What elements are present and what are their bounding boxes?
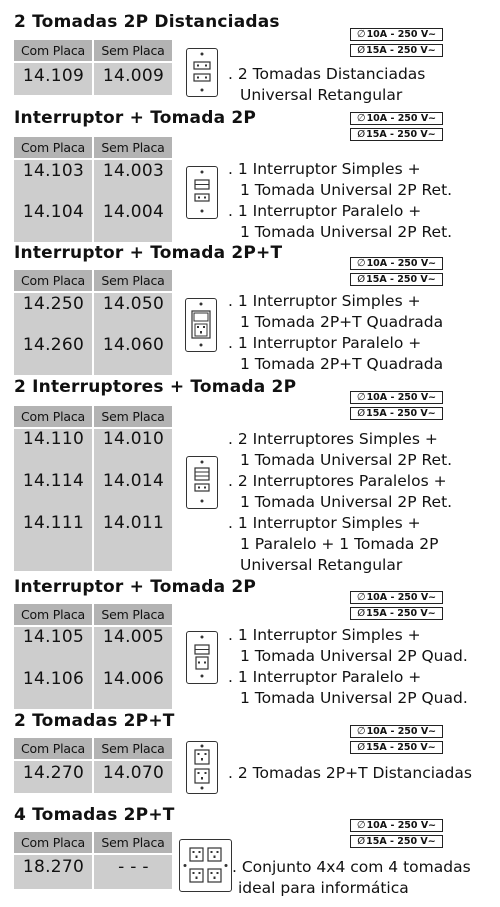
code-com-placa: 14.106 xyxy=(22,669,85,689)
section-description: . 1 Interruptor Simples + 1 Tomada Universal 2P Quad. . 1 Interruptor Paralelo + 1 Tomada Universal 2P Quad. xyxy=(228,626,468,707)
rating-10a: ∅ 10A - 250 V~ xyxy=(350,28,443,41)
code-sem-placa: 14.009 xyxy=(102,66,165,86)
section-title: Interruptor + Tomada 2P+T xyxy=(14,243,283,263)
section-title: 4 Tomadas 2P+T xyxy=(14,805,175,825)
code-table xyxy=(14,604,174,709)
code-table xyxy=(14,738,174,793)
rating-10a: ∅ 10A - 250 V~ xyxy=(350,257,443,270)
header-sem-placa: Sem Placa xyxy=(94,406,172,427)
section-title: Interruptor + Tomada 2P xyxy=(14,108,257,128)
code-com-placa: 14.260 xyxy=(22,335,85,355)
code-com-placa: 14.111 xyxy=(22,513,85,533)
header-com-placa: Com Placa xyxy=(14,270,92,291)
double-outlet-2pt-plate-icon xyxy=(186,741,218,794)
code-com-placa: 14.104 xyxy=(22,202,85,222)
rating-10a: ∅ 10A - 250 V~ xyxy=(350,591,443,604)
header-com-placa: Com Placa xyxy=(14,137,92,158)
code-sem-placa: 14.070 xyxy=(102,763,165,783)
rating-10a: ∅ 10A - 250 V~ xyxy=(350,391,443,404)
section-description: . 2 Tomadas 2P+T Distanciadas xyxy=(228,764,472,782)
header-com-placa: Com Placa xyxy=(14,604,92,625)
code-table xyxy=(14,40,174,95)
ratings-box xyxy=(350,28,443,60)
ratings-box xyxy=(350,819,443,851)
outlet-plate-icon xyxy=(186,48,218,97)
code-com-placa: 14.110 xyxy=(22,429,85,449)
rating-15a: Ø 15A - 250 V~ xyxy=(350,273,443,286)
code-sem-placa: 14.014 xyxy=(102,471,165,491)
code-com-placa: 18.270 xyxy=(22,857,85,877)
section-description: . 1 Interruptor Simples + 1 Tomada Universal 2P Ret. . 1 Interruptor Paralelo + 1 Tomada Universal 2P Ret. xyxy=(228,160,453,241)
code-sem-placa: 14.060 xyxy=(102,335,165,355)
code-table xyxy=(14,270,174,375)
header-com-placa: Com Placa xyxy=(14,406,92,427)
rating-10a: ∅ 10A - 250 V~ xyxy=(350,112,443,125)
section-title: 2 Tomadas 2P Distanciadas xyxy=(14,12,280,32)
rating-15a: Ø 15A - 250 V~ xyxy=(350,607,443,620)
header-sem-placa: Sem Placa xyxy=(94,137,172,158)
header-com-placa: Com Placa xyxy=(14,738,92,759)
code-com-placa: 14.270 xyxy=(22,763,85,783)
code-sem-placa: 14.006 xyxy=(102,669,165,689)
code-table xyxy=(14,832,174,889)
code-sem-placa: 14.050 xyxy=(102,294,165,314)
header-sem-placa: Sem Placa xyxy=(94,738,172,759)
header-com-placa: Com Placa xyxy=(14,832,92,853)
rating-15a: Ø 15A - 250 V~ xyxy=(350,44,443,57)
header-sem-placa: Sem Placa xyxy=(94,604,172,625)
section-description: . 1 Interruptor Simples + 1 Tomada 2P+T Quadrada . 1 Interruptor Paralelo + 1 Tomada 2P+T Quadrada xyxy=(228,292,444,373)
switch-outlet-quad-plate-icon xyxy=(186,631,218,684)
section-description: . 2 Tomadas Distanciadas Universal Retangular xyxy=(228,65,426,104)
section-description: . 2 Interruptores Simples + 1 Tomada Universal 2P Ret. . 2 Interruptores Paralelos + 1 Tomada Universal 2P Ret. . 1 Interruptor Simples + 1 Paralelo + 1 Tomada 2P Universal Retangular xyxy=(228,430,453,574)
ratings-box xyxy=(350,257,443,289)
section-title: 2 Interruptores + Tomada 2P xyxy=(14,377,297,397)
rating-10a: ∅ 10A - 250 V~ xyxy=(350,819,443,832)
rating-15a: Ø 15A - 250 V~ xyxy=(350,835,443,848)
header-com-placa: Com Placa xyxy=(14,40,92,61)
header-sem-placa: Sem Placa xyxy=(94,40,172,61)
code-sem-placa: 14.003 xyxy=(102,161,165,181)
code-com-placa: 14.105 xyxy=(22,627,85,647)
header-sem-placa: Sem Placa xyxy=(94,832,172,853)
header-sem-placa: Sem Placa xyxy=(94,270,172,291)
section-description: . Conjunto 4x4 com 4 tomadas ideal para informática xyxy=(232,858,471,897)
switch-outlet-2pt-plate-icon xyxy=(185,298,217,352)
ratings-box xyxy=(350,725,443,757)
code-table xyxy=(14,137,174,242)
code-sem-placa: 14.011 xyxy=(102,513,165,533)
section-title: Interruptor + Tomada 2P xyxy=(14,577,257,597)
code-table xyxy=(14,406,174,571)
ratings-box xyxy=(350,391,443,423)
rating-10a: ∅ 10A - 250 V~ xyxy=(350,725,443,738)
rating-15a: Ø 15A - 250 V~ xyxy=(350,128,443,141)
ratings-box xyxy=(350,591,443,623)
code-com-placa: 14.109 xyxy=(22,66,85,86)
code-sem-placa: 14.010 xyxy=(102,429,165,449)
section-title: 2 Tomadas 2P+T xyxy=(14,711,175,731)
rating-15a: Ø 15A - 250 V~ xyxy=(350,407,443,420)
code-com-placa: 14.103 xyxy=(22,161,85,181)
code-sem-placa: 14.005 xyxy=(102,627,165,647)
quad-outlet-4x4-plate-icon xyxy=(179,839,232,892)
ratings-box xyxy=(350,112,443,144)
code-sem-placa: 14.004 xyxy=(102,202,165,222)
code-com-placa: 14.250 xyxy=(22,294,85,314)
code-com-placa: 14.114 xyxy=(22,471,85,491)
double-switch-outlet-plate-icon xyxy=(186,456,218,509)
code-sem-placa: - - - xyxy=(118,857,149,877)
switch-outlet-plate-icon xyxy=(186,166,218,219)
rating-15a: Ø 15A - 250 V~ xyxy=(350,741,443,754)
